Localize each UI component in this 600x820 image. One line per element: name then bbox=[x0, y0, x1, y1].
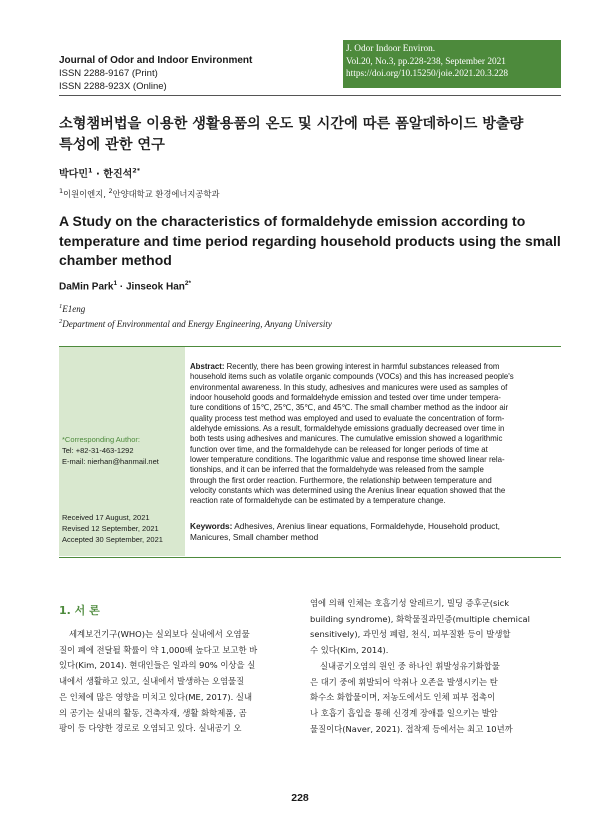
affiliation: Department of Environmental and Energy Engineering, Anyang University bbox=[62, 319, 332, 329]
abstract-line: Recently, there has been growing interest in harmful substances released from bbox=[224, 362, 500, 371]
aff-sup: 2 bbox=[59, 318, 63, 325]
affiliation: 안양대학교 환경에너지공학과 bbox=[112, 188, 220, 199]
abstract-text bbox=[190, 362, 560, 507]
body-line: 있다(Kim, 2014). 현대인들은 일과의 90% 이상을 실 bbox=[59, 660, 256, 671]
abstract-line: tionships, and it can be inferred that the formaldehyde was released from the sample bbox=[190, 465, 484, 475]
author-name: 한진석 bbox=[103, 169, 133, 180]
korean-affiliations bbox=[59, 187, 219, 200]
body-line: 팡이 등 다양한 경로로 오염되고 있다. 실내공기 오 bbox=[59, 723, 242, 734]
korean-title-line: 특성에 관한 연구 bbox=[59, 137, 165, 153]
corr-tel: Tel: +82-31-463-1292 bbox=[62, 446, 134, 455]
abstract-line: through the first order reaction. Furthermore, the relationship between temperature and bbox=[190, 475, 492, 485]
citation-volume: Vol.20, No.3, pp.228-238, September 2021 bbox=[346, 56, 506, 67]
corr-sup: * bbox=[62, 435, 65, 444]
english-title-line: temperature and time period regarding household products using the small bbox=[59, 232, 561, 249]
citation-box bbox=[343, 40, 561, 88]
author-sup: 1 bbox=[113, 280, 118, 287]
abstract-line: lower temperature conditions. The logarithmic value and response time showed linear rela- bbox=[190, 455, 505, 465]
date-revised: Revised 12 September, 2021 bbox=[62, 524, 159, 533]
affiliation: 이원이엔지, bbox=[63, 188, 109, 199]
body-line: 세계보건기구(WHO)는 실외보다 실내에서 오염물 bbox=[69, 629, 250, 639]
aff-sup: 1 bbox=[59, 303, 63, 310]
issn-online: ISSN 2288-923X (Online) bbox=[59, 81, 167, 92]
body-column-left bbox=[59, 627, 295, 737]
english-title-line: chamber method bbox=[59, 252, 172, 268]
body-line: 내에서 생활하고 있고, 실내에서 발생하는 오염물질 bbox=[59, 676, 245, 687]
abstract-line: indoor household goods and formaldehyde emission and tested over time under tempera- bbox=[190, 393, 501, 403]
citation-journal: J. Odor Indoor Environ. bbox=[346, 44, 436, 54]
body-line: 실내공기오염의 원인 중 하나인 휘발성유기화합물 bbox=[320, 660, 500, 671]
aff-sup: 1 bbox=[59, 187, 64, 195]
body-line: 물질이다(Naver, 2021). 접착제 등에서는 최고 10년까 bbox=[310, 723, 513, 734]
abstract-line: environmental awareness. In this study, adhesives and manicures were used as samples of bbox=[190, 382, 508, 392]
korean-title bbox=[59, 114, 564, 156]
author-name: DaMin Park bbox=[59, 281, 114, 293]
abstract-line: household items such as volatile organic compounds (VOCs) and this has increased people's bbox=[190, 372, 514, 382]
author-sup: 2* bbox=[184, 280, 192, 287]
author-name: Jinseok Han bbox=[125, 281, 185, 293]
issn-print: ISSN 2288-9167 (Print) bbox=[59, 68, 158, 79]
english-title bbox=[59, 212, 564, 271]
author-sup: 2* bbox=[132, 166, 141, 175]
body-line: building syndrome), 화학물질과민증(multiple chemical bbox=[310, 613, 530, 624]
date-received: Received 17 August, 2021 bbox=[62, 513, 150, 522]
keywords-line: Adhesives, Arenius linear equations, Formaldehyde, Household product, bbox=[232, 521, 500, 531]
page-number: 228 bbox=[291, 792, 309, 804]
header-divider bbox=[59, 95, 561, 96]
english-title-line: A Study on the characteristics of formaldehyde emission according to bbox=[59, 213, 526, 229]
english-authors bbox=[59, 280, 191, 292]
body-line: 은 대기 중에 휘발되어 악취나 오존을 발생시키는 탄 bbox=[310, 676, 498, 687]
body-line: sensitively), 과민성 폐렴, 천식, 피부질환 등이 발생할 bbox=[310, 629, 511, 640]
author-name: 박다민 bbox=[59, 169, 88, 180]
english-affiliation bbox=[59, 303, 85, 314]
author-separator: · bbox=[92, 169, 104, 180]
journal-header bbox=[59, 54, 252, 93]
abstract-line: velocity constants which was determined using the Arenius linear equation showed that the bbox=[190, 486, 506, 496]
korean-title-line: 소형챔버법을 이용한 생활용품의 온도 및 시간에 따른 폼알데하이드 방출량 bbox=[59, 116, 524, 132]
citation-doi-link[interactable]: https://doi.org/10.15250/joie.2021.20.3.228 bbox=[346, 69, 509, 79]
abstract-line: quality process test method was employed and used to evaluate the concentration of form- bbox=[190, 413, 505, 423]
korean-authors bbox=[59, 165, 140, 180]
keywords bbox=[190, 521, 560, 543]
journal-name: Journal of Odor and Indoor Environment bbox=[59, 55, 253, 66]
body-line: 의 공기는 실내의 활동, 건축자재, 생활 화학제품, 곰 bbox=[59, 707, 247, 718]
author-separator: · bbox=[117, 281, 126, 293]
section-heading: 1. 서 론 bbox=[59, 604, 100, 617]
body-line: 염에 의해 인체는 호흡기성 알레르기, 빌딩 증후군(sick bbox=[310, 598, 510, 608]
corr-label: Corresponding Author: bbox=[64, 435, 140, 444]
body-line: 나 호흡기 흡입을 통해 신경계 장애를 일으키는 발암 bbox=[310, 707, 498, 718]
body-line: 수 있다(Kim, 2014). bbox=[310, 645, 389, 656]
body-line: 은 인체에 많은 영향을 미치고 있다(ME, 2017). 실내 bbox=[59, 691, 253, 702]
abstract-line: function over time, and the formaldehyde can be released for longer periods of time at bbox=[190, 444, 488, 454]
corr-email[interactable]: E-mail: nierhan@hanmail.net bbox=[62, 457, 159, 466]
author-sup: 1 bbox=[87, 166, 93, 175]
keywords-label: Keywords: bbox=[190, 521, 233, 531]
body-line: 질이 폐에 전달될 확률이 약 1,000배 높다고 보고한 바 bbox=[59, 644, 258, 655]
keywords-line: Manicures, Small chamber method bbox=[190, 532, 319, 542]
body-column-right bbox=[310, 596, 561, 737]
abstract-line: ture conditions of 15℃, 25℃, 35℃, and 45℃. The small chamber method as the indoor air bbox=[190, 403, 509, 413]
aff-sup: 2 bbox=[108, 187, 113, 195]
abstract-line: reaction rate of formaldehyde can be estimated by a temperature change. bbox=[190, 496, 446, 506]
abstract-line: both tests using adhesives and manicures. The cumulative emission showed a logarithmic bbox=[190, 434, 503, 444]
affiliation: E1eng bbox=[62, 304, 86, 314]
body-line: 화수소 화합물이며, 저농도에서도 인체 피부 접촉이 bbox=[310, 692, 496, 703]
corresponding-author bbox=[62, 434, 159, 467]
english-affiliation bbox=[59, 318, 332, 329]
article-dates bbox=[62, 512, 163, 545]
abstract-line: aldehyde emissions. As a result, formaldehyde emissions gradually decreased over time in bbox=[190, 424, 505, 434]
abstract-label: Abstract: bbox=[190, 362, 225, 371]
date-accepted: Accepted 30 September, 2021 bbox=[62, 535, 163, 544]
